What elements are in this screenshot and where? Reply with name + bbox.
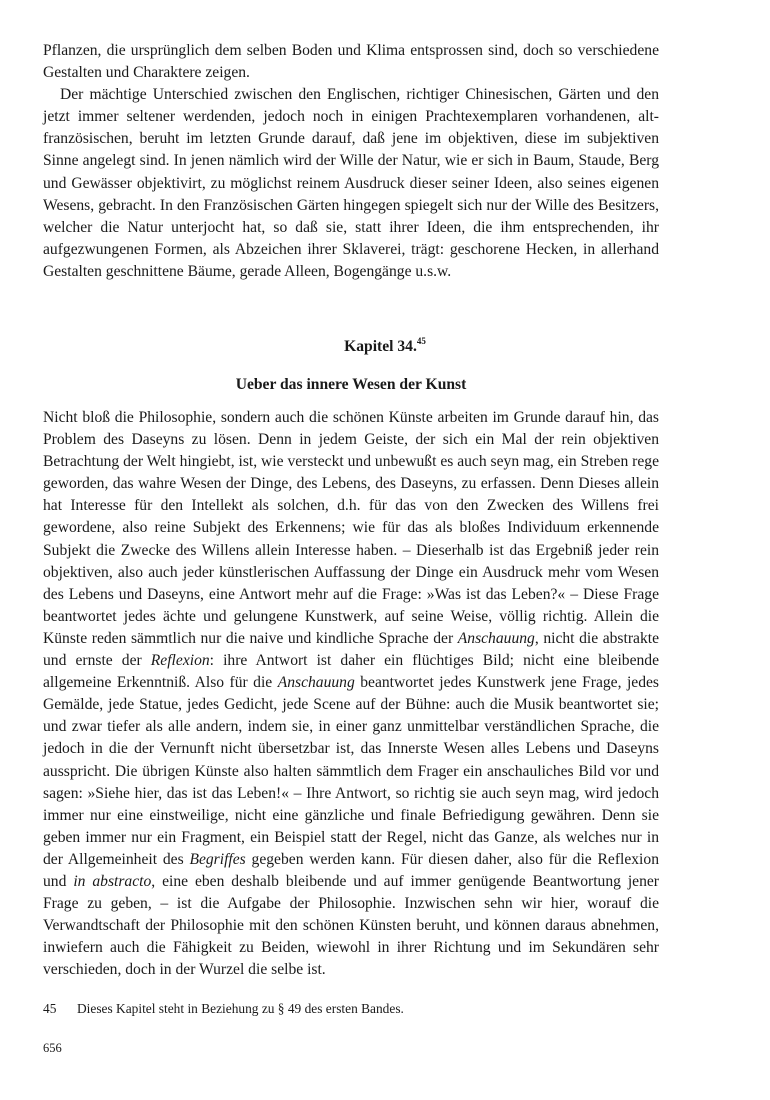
paragraph-gardens: Der mächtige Unterschied zwischen den Englischen, richtiger Chinesischen, Gärten und den jetzt immer seltener werdenden, jedoch noch in einigen Prachtexemplaren vorhandenen, alt-französischen, beruht im letzten Grunde darauf, daß jene im objektiven, diese im subjektiven Sinne angelegt sind. In jenen nämlich wird der Wille der Natur, wie er sich in Baum, Staude, Berg und Gewässer objektivirt, zu möglichst reinem Ausdruck dieser seiner Ideen, also seines eigenen Wesens, gebracht. In den Französischen Gärten hingegen spiegelt sich nur der Wille des Besitzers, welcher die Natur unterjocht hat, so daß sie, statt ihrer Ideen, die ihm entsprechenden, ihr aufgezwungenen Formen, als Abzeichen ihrer Sklaverei, trägt: geschorene Hecken, in allerhand Gestalten geschnittene Bäume, gerade Alleen, Bogengänge u.s.w. xyxy=(43,86,659,280)
footnote-number: 45 xyxy=(43,1001,57,1016)
chapter-subtitle: Ueber das innere Wesen der Kunst xyxy=(235,376,467,393)
paragraph-main xyxy=(43,407,659,981)
top-text-block xyxy=(43,40,659,283)
chapter-heading xyxy=(0,330,770,358)
text-segment: beantwortet jedes Kunstwerk jene Frage, jedes Gemälde, jede Statue, jedes Gedicht, jede Scene auf der Bühne: auch die Musik beantwortet sie; und zwar tiefer als alle andern, indem sie, in einer ganz unmittelbar verständlichen Sprache, die jedoch in die der Vernunft nicht übersetzbar ist, das Innerste Wesen alles Lebens und Daseyns ausspricht. Die übrigen Künste also halten sämmtlich dem Frager ein anschauliches Bild vor und sagen: »Siehe hier, das ist das Leben!« – Ihre Antwort, so richtig sie auch seyn mag, wird jedoch immer nur eine einstweilige, nicht eine gänzliche und finale Befriedigung gewähren. Denn sie geben immer nur ein Fragment, ein Beispiel statt der Regel, nicht das Ganze, als welches nur in der Allgemeinheit des xyxy=(43,674,659,868)
text-segment: Nicht bloß die Philosophie, sondern auch die schönen Künste arbeiten im Grunde darauf hin, das Problem des Daseyns zu lösen. Denn in jedem Geiste, der sich ein Mal der rein objektiven Betrachtung der Welt hingiebt, ist, wie versteckt und unbewußt es auch seyn mag, ein Streben rege geworden, das wahre Wesen der Dinge, des Lebens, des Daseyns, zu erfassen. Denn Dieses allein hat Interesse für den Intellekt als solchen, d.h. für das von den Zwecken des Willens frei gewordene, also reine Subjekt des Erkennens; wie für das als bloßes Individuum erkennende Subjekt die Zwecke des Willens allein Interesse haben. – Dieserhalb ist das Ergebniß jeder rein objektiven, also auch jeder künstlerischen Auffassung der Dinge ein Ausdruck mehr vom Wesen des Lebens und Daseyns, eine Antwort mehr auf die Frage: »Was ist das Leben?« – Diese Frage beantwortet jedes ächte und gelungene Kunstwerk, auf seine Weise, völlig richtig. Allein die Künste reden sämmtlich nur die naive und kindliche Sprache der xyxy=(43,409,659,647)
italic-term: Begriffes xyxy=(189,850,246,868)
text-segment: , nicht die abstrakte und ernste der xyxy=(43,629,659,670)
main-text-block xyxy=(43,407,659,981)
text-segment: : ihre Antwort ist daher ein flüchtiges Bild; nicht eine bleibende allgemeine Erkenntniß. Also für die xyxy=(43,652,660,692)
italic-term: in abstracto xyxy=(73,872,152,890)
page-number: 656 xyxy=(43,1041,62,1055)
italic-term: Reflexion xyxy=(150,652,210,670)
paragraph-continuation: Pflanzen, die ursprünglich dem selben Boden und Klima entsprossen sind, doch so verschiedene Gestalten und Charaktere zeigen. xyxy=(43,42,659,82)
footnote-text: Dieses Kapitel steht in Beziehung zu § 49 des ersten Bandes. xyxy=(77,1001,404,1016)
footnote xyxy=(43,1000,659,1018)
footnote-reference[interactable]: 45 xyxy=(416,336,426,346)
italic-term: Anschauung xyxy=(457,629,535,647)
text-segment: , eine eben deshalb bleibende und auf immer genügende Beantwortung jener Frage zu geben, – ist die Aufgabe der Philosophie. Inzwischen sehn wir hier, worauf die Verwandtschaft der Philosophie mit den schönen Künsten beruht, und können daraus abnehmen, inwiefern auch die Fähigkeit zu Beiden, wiewohl in ihrer Richtung und im Sekundären sehr verschieden, doch in der Wurzel die selbe ist. xyxy=(43,872,659,979)
chapter-title: Kapitel 34. xyxy=(344,338,417,355)
italic-term: Anschauung xyxy=(277,674,355,692)
text-segment: gegeben werden kann. Für diesen daher, also für die Reflexion und xyxy=(43,850,659,890)
